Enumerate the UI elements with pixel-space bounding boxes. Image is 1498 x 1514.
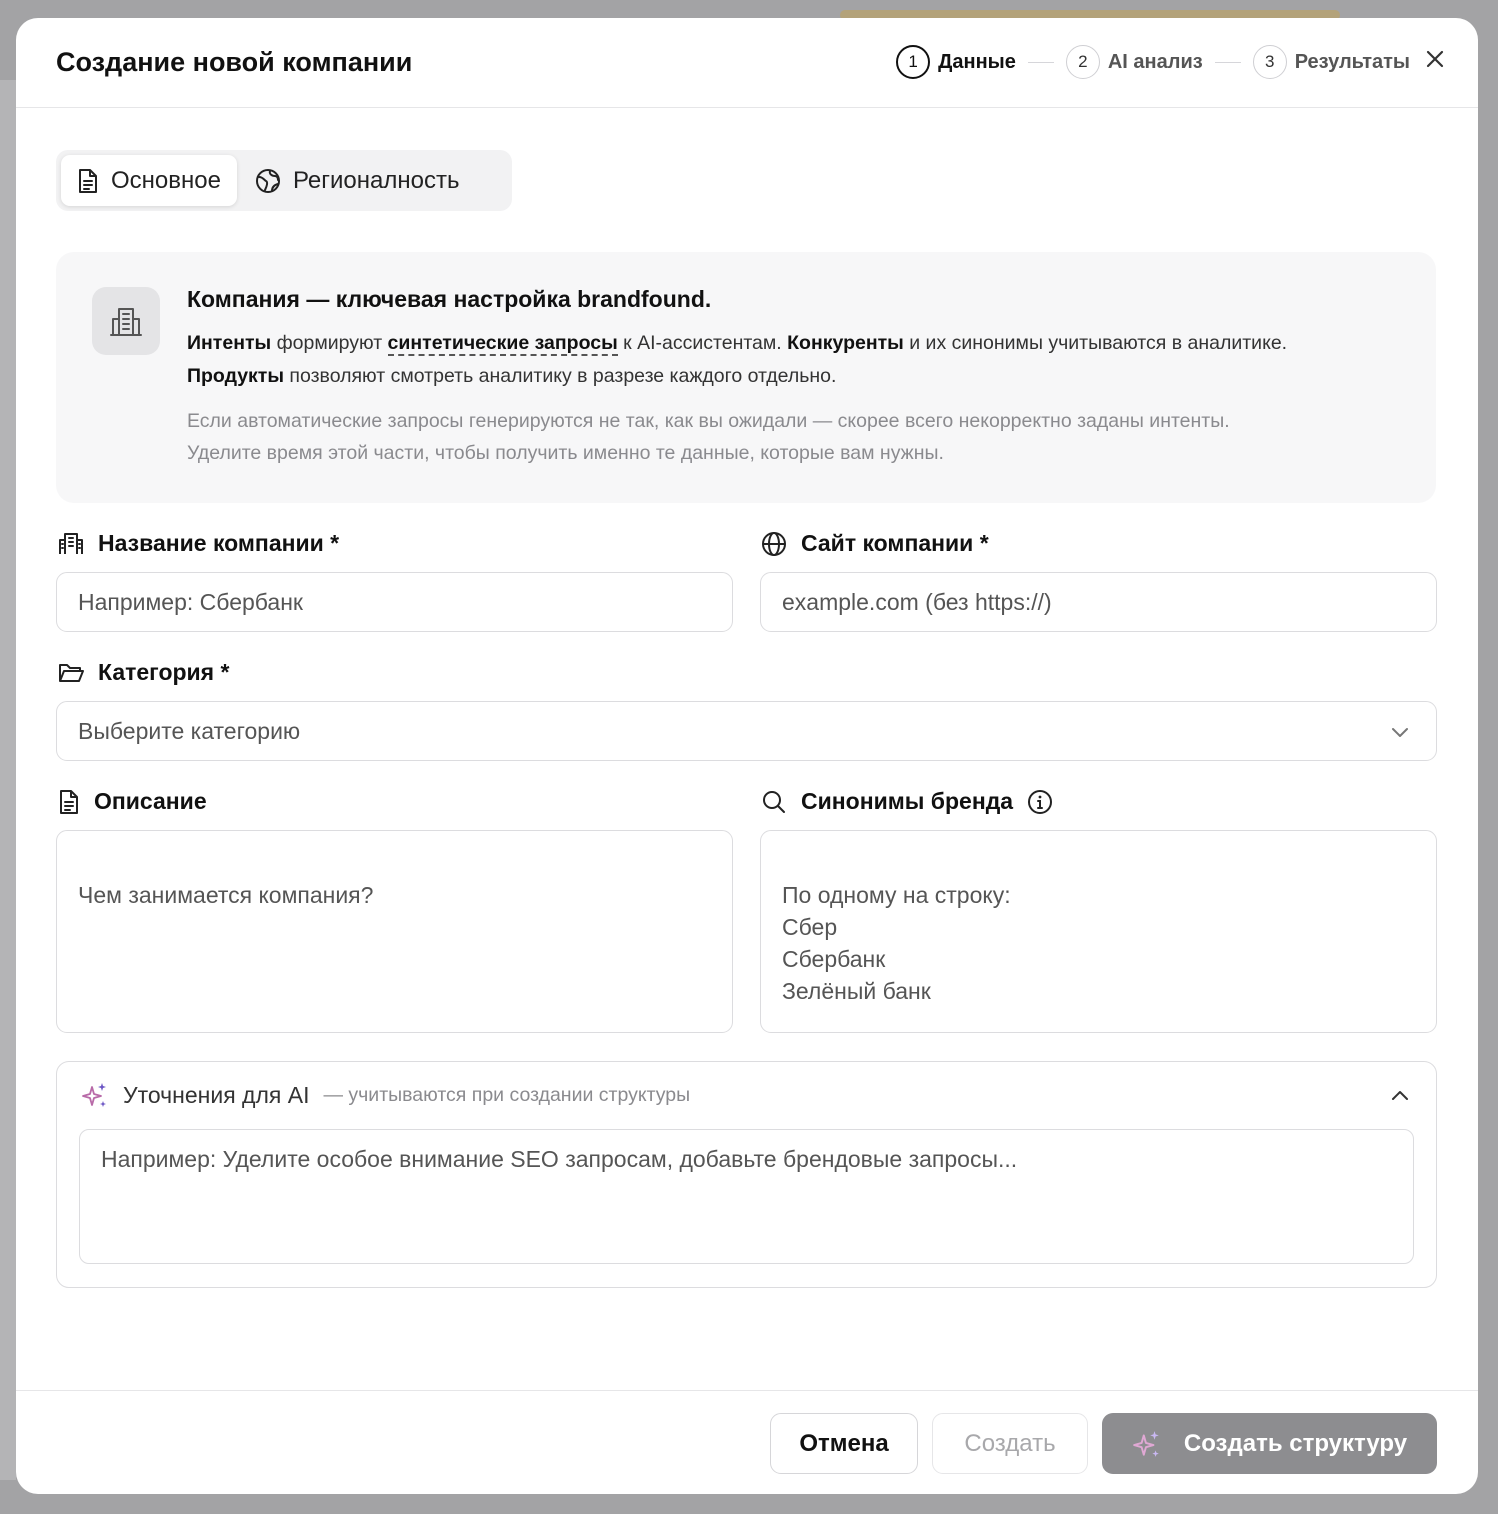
info-bold-competitors: Конкуренты	[787, 332, 904, 354]
company-name-label	[58, 530, 339, 557]
description-textarea[interactable]	[56, 830, 733, 1033]
building-icon	[109, 304, 143, 338]
modal-footer	[16, 1390, 1478, 1494]
step-data	[896, 45, 1016, 79]
info-text: к AI-ассистентам.	[617, 332, 788, 354]
info-icon[interactable]	[1027, 789, 1053, 815]
info-text: и их синонимы учитываются в аналитике.	[903, 332, 1288, 354]
field-label-text: Категория *	[98, 659, 230, 685]
textarea-placeholder: Чем занимается компания?	[78, 882, 374, 908]
document-icon	[58, 789, 80, 815]
textarea-placeholder: Например: Уделите особое внимание SEO запросам, добавьте брендовые запросы...	[101, 1146, 1018, 1172]
description-label	[58, 788, 207, 815]
brand-synonyms-label	[761, 788, 1053, 815]
building-icon-badge	[92, 287, 160, 355]
info-hint	[187, 405, 1407, 469]
create-structure-label: Создать структуру	[1183, 1429, 1408, 1457]
brand-synonyms-textarea[interactable]	[760, 830, 1437, 1033]
info-text: формируют	[271, 332, 388, 354]
step-label: Результаты	[1294, 50, 1410, 73]
modal-title: Создание новой компании	[56, 47, 413, 77]
info-text: позволяют смотреть аналитику в разрезе каждого отдельно.	[284, 365, 837, 387]
folder-icon	[58, 662, 84, 684]
tab-regionality[interactable]	[239, 155, 476, 206]
ai-refinements-subtitle: — учитываются при создании структуры	[323, 1083, 691, 1106]
info-paragraph-1	[187, 327, 1407, 360]
sparkles-icon	[81, 1081, 109, 1109]
textarea-placeholder: По одному на строку: Сбер Сбербанк Зелёный банк	[782, 882, 1011, 1004]
step-ai-analysis	[1066, 45, 1203, 79]
category-label	[58, 659, 229, 686]
tab-label: Основное	[111, 166, 221, 194]
tab-bar	[56, 150, 512, 211]
tab-label: Регионалность	[292, 166, 460, 194]
ai-refinements-panel	[56, 1061, 1437, 1288]
modal-header	[16, 18, 1478, 108]
synthetic-queries-link[interactable]: синтетические запросы	[387, 332, 618, 354]
ai-refinements-header[interactable]	[81, 1081, 690, 1109]
step-number: 1	[896, 45, 930, 79]
step-label: Данные	[938, 50, 1016, 73]
input-placeholder: example.com (без https://)	[782, 588, 1052, 615]
create-structure-button[interactable]	[1102, 1413, 1437, 1474]
step-divider	[1028, 62, 1054, 63]
category-select[interactable]	[56, 701, 1437, 761]
step-label: AI анализ	[1107, 50, 1203, 73]
info-hint-line-2: Уделите время этой части, чтобы получить именно те данные, которые вам нужны.	[187, 442, 944, 464]
background-strip	[0, 80, 16, 1480]
close-icon	[1425, 49, 1445, 69]
field-label-text: Название компании *	[98, 530, 340, 556]
sparkles-icon	[1132, 1429, 1162, 1459]
input-placeholder: Например: Сбербанк	[78, 588, 303, 615]
chevron-down-icon	[1390, 722, 1410, 742]
step-results	[1253, 45, 1410, 79]
step-number: 3	[1253, 45, 1287, 79]
ai-refinements-title: Уточнения для AI	[123, 1081, 310, 1108]
stepper	[896, 45, 1410, 79]
info-bold-products: Продукты	[187, 365, 285, 387]
info-title: Компания — ключевая настройка brandfound.	[187, 286, 712, 312]
company-site-input[interactable]	[760, 572, 1437, 632]
select-placeholder: Выберите категорию	[78, 717, 301, 744]
tab-main[interactable]	[61, 155, 237, 206]
ai-refinements-textarea[interactable]	[79, 1129, 1414, 1264]
chevron-up-icon[interactable]	[1390, 1086, 1410, 1106]
create-button[interactable]: Создать	[932, 1413, 1088, 1474]
globe-icon	[255, 168, 281, 194]
create-company-modal	[16, 18, 1478, 1494]
company-site-label	[761, 530, 989, 557]
info-paragraph-2	[187, 360, 1407, 393]
info-callout	[56, 252, 1436, 503]
step-number: 2	[1066, 45, 1100, 79]
globe-icon	[761, 531, 787, 557]
info-content	[187, 286, 1407, 469]
company-name-input[interactable]	[56, 572, 733, 632]
step-divider	[1215, 62, 1241, 63]
building-icon	[58, 532, 84, 556]
info-bold-intents: Интенты	[187, 332, 272, 354]
cancel-button[interactable]: Отмена	[770, 1413, 918, 1474]
field-label-text: Описание	[94, 788, 207, 814]
field-label-text: Синонимы бренда	[801, 788, 1014, 814]
search-icon	[761, 789, 787, 815]
close-button[interactable]	[1422, 46, 1448, 72]
info-hint-line-1: Если автоматические запросы генерируются не так, как вы ожидали — скорее всего некорректно заданы интенты.	[187, 410, 1230, 432]
field-label-text: Сайт компании *	[801, 530, 989, 556]
document-icon	[77, 168, 99, 194]
